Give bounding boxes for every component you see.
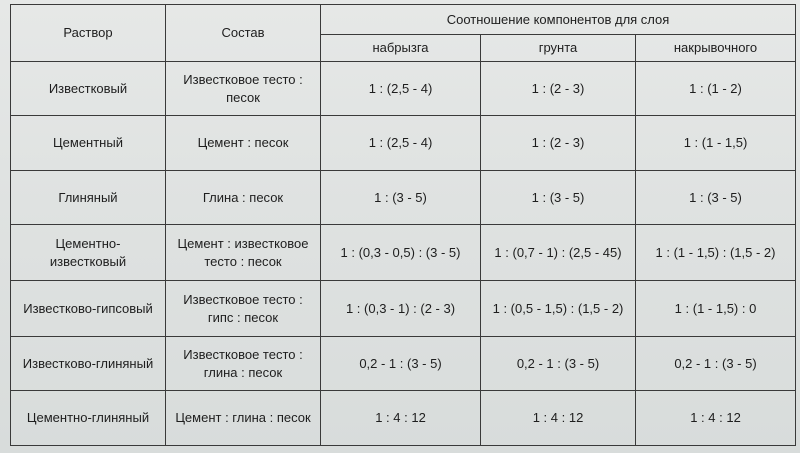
- cell-spray: 0,2 - 1 : (3 - 5): [321, 337, 481, 391]
- cell-solution: Цементно-глиняный: [11, 391, 166, 446]
- cell-composition: [166, 225, 321, 281]
- cell-composition: Цемент : песок: [166, 116, 321, 171]
- mortar-ratio-table: [10, 4, 796, 446]
- cell-spray: 1 : (2,5 - 4): [321, 116, 481, 171]
- solution-line: известковый: [49, 253, 127, 269]
- composition-line: песок: [226, 89, 260, 105]
- header-layer-spray: набрызга: [321, 35, 481, 62]
- cell-solution: Известковый: [11, 62, 166, 116]
- cell-cover: 1 : (1 - 1,5) : 0: [636, 281, 796, 337]
- cell-spray: 1 : (0,3 - 0,5) : (3 - 5): [321, 225, 481, 281]
- table-row: [11, 391, 796, 446]
- header-layer-primer: грунта: [481, 35, 636, 62]
- cell-primer: 1 : (2 - 3): [481, 116, 636, 171]
- cell-solution: Известково-гипсовый: [11, 281, 166, 337]
- cell-composition: [166, 281, 321, 337]
- header-solution: Раствор: [11, 5, 166, 62]
- header-row: [11, 5, 796, 35]
- table-row: [11, 225, 796, 281]
- cell-spray: 1 : (2,5 - 4): [321, 62, 481, 116]
- table-row: [11, 337, 796, 391]
- cell-spray: 1 : (3 - 5): [321, 171, 481, 225]
- composition-line: глина : песок: [203, 364, 283, 380]
- cell-cover: 1 : (1 - 1,5): [636, 116, 796, 171]
- cell-composition: [166, 62, 321, 116]
- cell-primer: 1 : (2 - 3): [481, 62, 636, 116]
- cell-cover: 1 : (3 - 5): [636, 171, 796, 225]
- composition-line: Цемент : известковое: [177, 235, 309, 251]
- composition-line: гипс : песок: [207, 309, 279, 325]
- cell-composition: Глина : песок: [166, 171, 321, 225]
- composition-line: Известковое тесто :: [183, 291, 303, 307]
- cell-spray: 1 : (0,3 - 1) : (2 - 3): [321, 281, 481, 337]
- cell-cover: 1 : (1 - 2): [636, 62, 796, 116]
- composition-line: тесто : песок: [204, 253, 282, 269]
- cell-solution: Глиняный: [11, 171, 166, 225]
- composition-line: Известковое тесто :: [183, 71, 303, 87]
- cell-cover: 1 : (1 - 1,5) : (1,5 - 2): [636, 225, 796, 281]
- cell-solution: Цементный: [11, 116, 166, 171]
- cell-solution: Известково-глиняный: [11, 337, 166, 391]
- cell-primer: 1 : 4 : 12: [481, 391, 636, 446]
- table-row: [11, 171, 796, 225]
- cell-composition: [166, 337, 321, 391]
- cell-solution: [11, 225, 166, 281]
- cell-primer: 0,2 - 1 : (3 - 5): [481, 337, 636, 391]
- header-composition: Состав: [166, 5, 321, 62]
- cell-primer: 1 : (0,5 - 1,5) : (1,5 - 2): [481, 281, 636, 337]
- cell-cover: 1 : 4 : 12: [636, 391, 796, 446]
- cell-cover: 0,2 - 1 : (3 - 5): [636, 337, 796, 391]
- table-row: [11, 62, 796, 116]
- solution-line: Цементно-: [55, 235, 121, 251]
- cell-composition: Цемент : глина : песок: [166, 391, 321, 446]
- composition-line: Известковое тесто :: [183, 346, 303, 362]
- cell-primer: 1 : (0,7 - 1) : (2,5 - 45): [481, 225, 636, 281]
- cell-primer: 1 : (3 - 5): [481, 171, 636, 225]
- header-ratio-group: Соотношение компонентов для слоя: [321, 5, 796, 35]
- table-row: [11, 281, 796, 337]
- table-row: [11, 116, 796, 171]
- cell-spray: 1 : 4 : 12: [321, 391, 481, 446]
- header-layer-cover: накрывочного: [636, 35, 796, 62]
